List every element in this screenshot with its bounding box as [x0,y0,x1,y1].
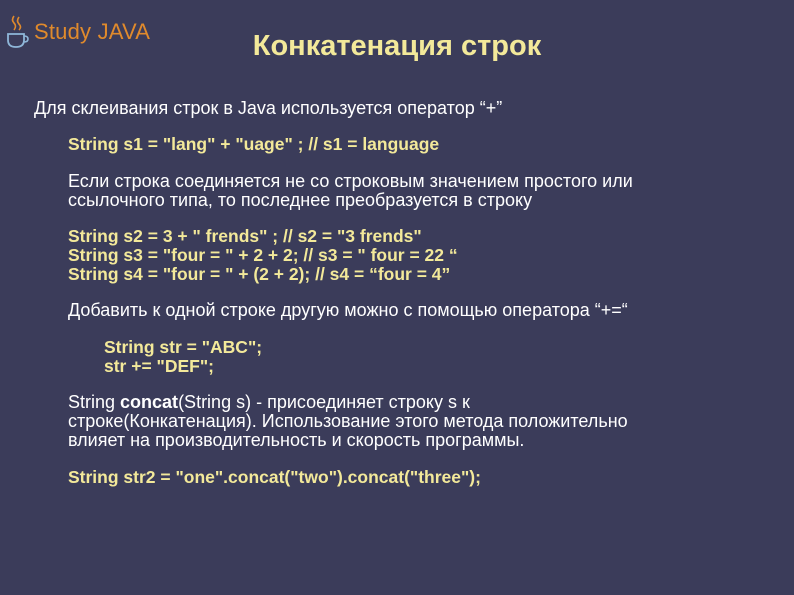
paragraph-1-line-2: ссылочного типа, то последнее преобразуется в строку [68,190,533,210]
code-example-4: String str2 = "one".concat("two").concat("three"); [68,467,481,487]
paragraph-3-prefix: String [68,392,121,412]
paragraph-1-line-1: Если строка соединяется не со строковым значением простого или [68,171,633,191]
paragraph-2: Добавить к одной строке другую можно с помощью оператора “+=“ [68,300,628,320]
paragraph-3-line-1 [68,393,470,412]
code-example-3-line-1: String str = "ABC"; [104,337,263,357]
intro-text: Для склеивания строк в Java используется оператор “+” [34,98,503,118]
code-example-2-line-2: String s3 = "four = " + 2 + 2; // s3 = " four = 22 “ [68,245,458,265]
code-example-3-line-2: str += "DEF"; [104,356,214,376]
code-example-2-line-1: String s2 = 3 + " frends" ; // s2 = "3 frends" [68,226,422,246]
code-example-2-line-3: String s4 = "four = " + (2 + 2); // s4 = “four = 4” [68,264,451,284]
concat-keyword: concat [120,392,179,412]
paragraph-3-line-3: влияет на производительность и скорость программы. [68,430,525,450]
slide-title: Конкатенация строк [252,30,542,62]
paragraph-3-suffix: (String s) - присоединяет строку s к [178,392,470,412]
code-example-1: String s1 = "lang" + "uage" ; // s1 = language [68,134,440,154]
logo-java: JAVA [97,19,151,44]
paragraph-3-line-2: строке(Конкатенация). Использование этого метода положительно [68,411,628,431]
logo-study: Study [34,19,92,44]
